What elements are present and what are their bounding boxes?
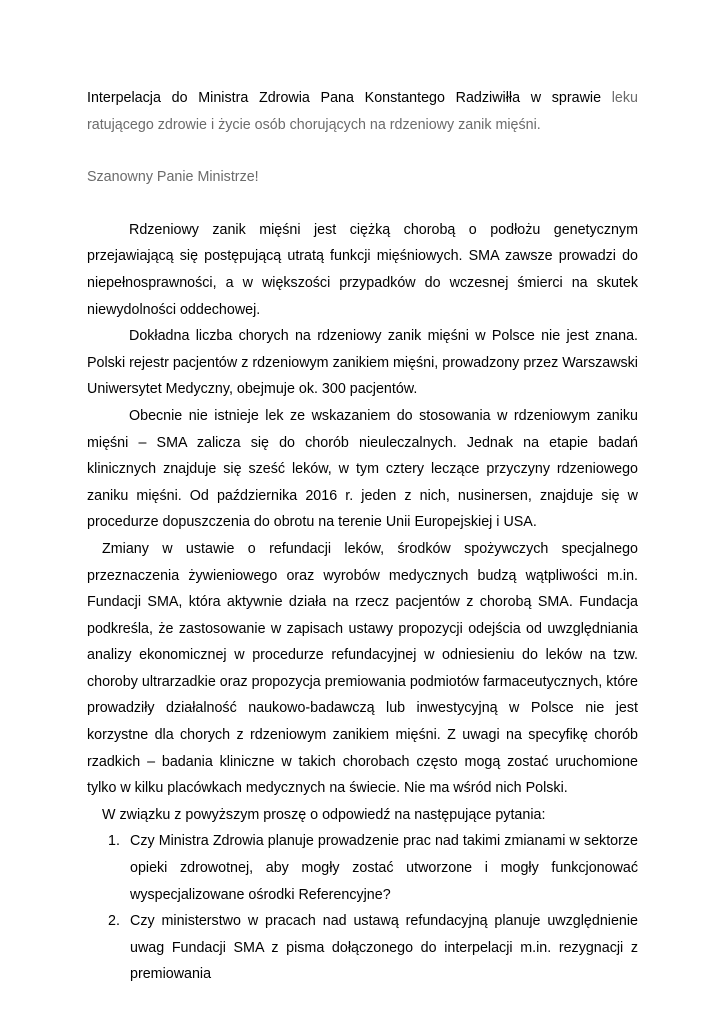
question-number: 2. bbox=[108, 913, 120, 930]
paragraph-1: Rdzeniowy zanik mięśni jest ciężką chorobą o podłożu genetycznym przejawiającą się postępującą utratą funkcji mięśniowych. SMA zawsze prowadzi do niepełnosprawności, a w większości przypadków do wczesnej śmierci na skutek niewydolności oddechowej. bbox=[87, 221, 638, 318]
paragraph-2: Dokładna liczba chorych na rdzeniowy zanik mięśni w Polsce nie jest znana. Polski rejestr pacjentów z rdzeniowym zanikiem mięśni, prowadzony przez Warszawski Uniwersytet Medyczny, obejmuje ok. 300 pacjentów. bbox=[87, 328, 638, 398]
paragraph-5: W związku z powyższym proszę o odpowiedź na następujące pytania: bbox=[102, 806, 546, 823]
title-subject: leku ratującego zdrowie i życie osób chorujących na rdzeniowy zanik mięśni. bbox=[87, 90, 638, 133]
paragraph-3: Obecnie nie istnieje lek ze wskazaniem do stosowania w rdzeniowym zaniku mięśni – SMA zalicza się do chorób nieuleczalnych. Jednak na etapie badań klinicznych znajduje się sześć leków, w tym cztery leczące przyczyny rdzeniowego zaniku mięśni. Od października 2016 r. jeden z nich, nusinersen, znajduje się w procedurze dopuszczenia do obrotu na terenie Unii Europejskiej i USA. bbox=[87, 407, 638, 531]
question-number: 1. bbox=[108, 833, 120, 850]
title-main: Interpelacja do Ministra Zdrowia Pana Konstantego Radziwiłła w sprawie bbox=[87, 90, 602, 106]
document-body bbox=[87, 85, 638, 988]
paragraph-4: Zmiany w ustawie o refundacji leków, środków spożywczych specjalnego przeznaczenia żywieniowego oraz wyrobów medycznych budzą wątpliwości m.in. Fundacji SMA, która aktywnie działa na rzecz pacjentów z chorobą SMA. Fundacja podkreśla, że zastosowanie w zapisach ustawy propozycji odejścia od uwzględniania analizy ekonomicznej w procedurze refundacyjnej w odniesieniu do leków na tzw. choroby ultrarzadkie oraz propozycja premiowania podmiotów farmaceutycznych, które prowadziły działalność naukowo-badawczą lub inwestycyjną w Polsce nie jest korzystne dla chorych z rdzeniowym zanikiem mięśni. Z uwagi na specyfikę chorób rzadkich – badania kliniczne w takich chorobach często mogą zostać uruchomione tylko w kilku placówkach medycznych na świecie. Nie ma wśród nich Polski. bbox=[87, 540, 638, 797]
question-list bbox=[87, 828, 638, 988]
question-item bbox=[87, 828, 638, 908]
question-text: Czy Ministra Zdrowia planuje prowadzenie prac nad takimi zmianami w sektorze opieki zdrowotnej, aby mogły zostać utworzone i mogły funkcjonować wyspecjalizowane ośrodki Referencyjne? bbox=[130, 833, 638, 903]
salutation: Szanowny Panie Ministrze! bbox=[87, 169, 259, 186]
document-title bbox=[87, 85, 638, 138]
question-item bbox=[87, 908, 638, 988]
question-text: Czy ministerstwo w pracach nad ustawą refundacyjną planuje uwzględnienie uwag Fundacji SMA z pisma dołączonego do interpelacji m.in. rezygnacji z premiowania bbox=[130, 913, 638, 983]
